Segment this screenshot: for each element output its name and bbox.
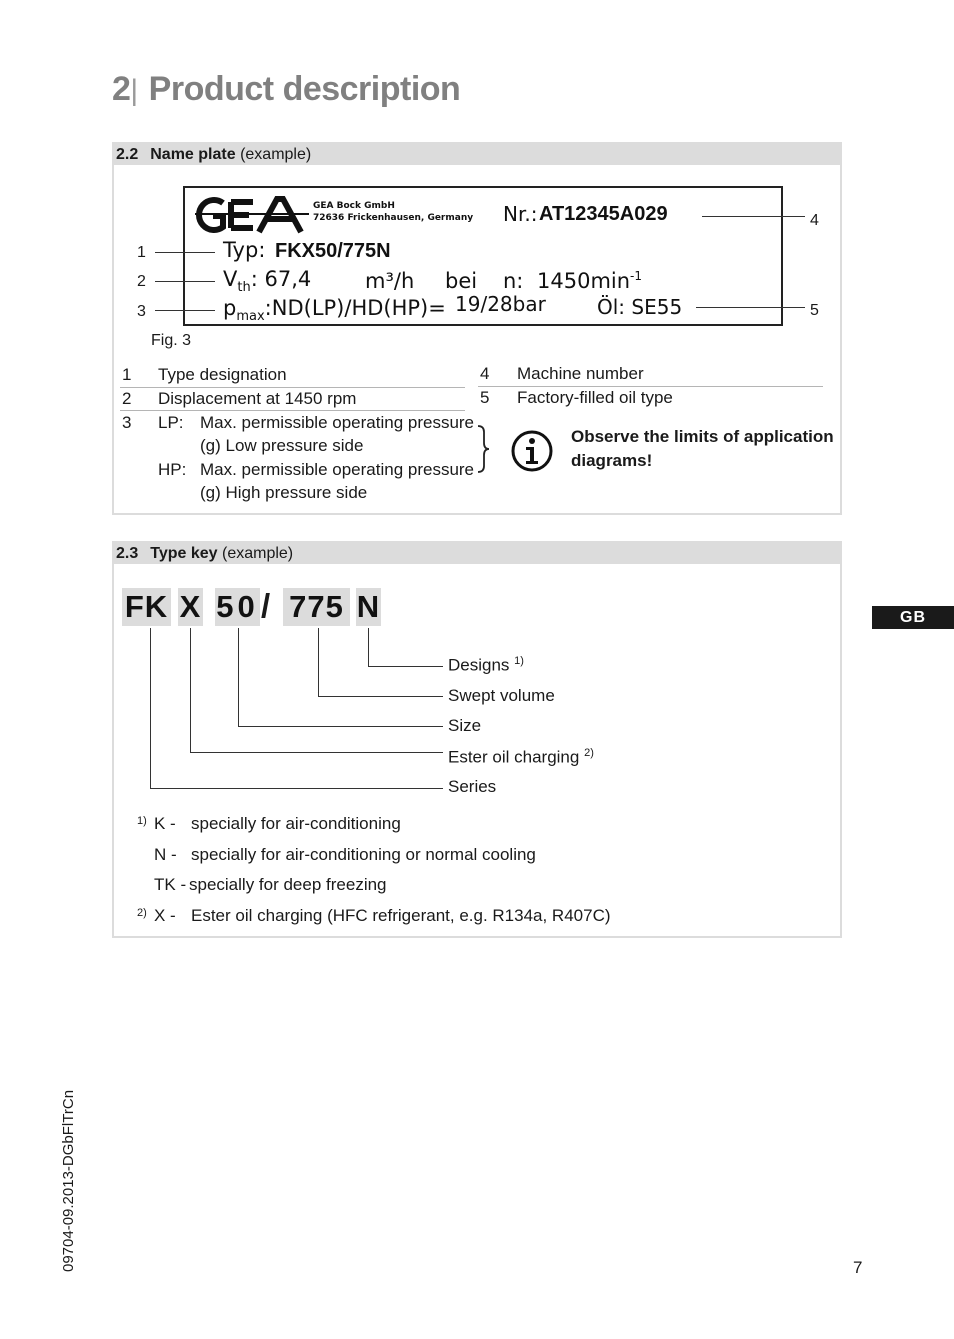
figure-caption: Fig. 3 [151, 332, 192, 349]
callout-1: 1 [137, 244, 146, 261]
legend-5-num: 5 [480, 388, 490, 407]
connector-swept [318, 628, 319, 696]
chapter-divider: | [130, 74, 138, 107]
connector-size [238, 628, 239, 726]
connector-designs [368, 628, 369, 666]
document-code: 09704-09.2013-DGbFlTrCn [60, 1089, 77, 1272]
connector-swept-h [318, 696, 443, 697]
chapter-heading [112, 70, 460, 109]
plate-vth [223, 267, 311, 295]
label-series: Series [448, 777, 497, 796]
connector-series-h [150, 788, 443, 789]
vth-value: : 67,4 [250, 267, 312, 291]
callout-4: 4 [810, 212, 819, 229]
connector-designs-h [368, 666, 443, 667]
section-suffix: (example) [217, 545, 294, 562]
plate-oil: Öl: SE55 [597, 295, 683, 319]
plate-pressure-value: 19/28bar [455, 292, 546, 316]
note-line-2: diagrams! [571, 451, 653, 470]
callout-2-line [155, 281, 215, 282]
callout-5: 5 [810, 302, 819, 319]
label-size: Size [448, 716, 482, 735]
footnote-text: specially for deep freezing [189, 875, 387, 894]
key-series: FK [122, 588, 171, 626]
plate-type-value: FKX50/775N [275, 240, 391, 262]
legend-3-hp-label: HP: [158, 460, 187, 479]
section-heading [114, 543, 840, 564]
gea-logo [193, 194, 313, 236]
footnote-text: specially for air-conditioning [191, 814, 401, 833]
footnote-code: N - [154, 845, 177, 864]
footnote-code: K - [154, 814, 176, 833]
legend-3-hp-line1: Max. permissible operating pressure [200, 460, 475, 479]
plate-company: GEA Bock GmbH [313, 201, 395, 211]
label-designs-text: Designs [448, 655, 510, 675]
label-ester [448, 747, 594, 768]
callout-3-line [155, 310, 215, 311]
legend-3-hp-line2: (g) High pressure side [200, 483, 368, 502]
footnote-mark: 2) [137, 907, 147, 919]
callout-5-line [696, 307, 805, 308]
plate-bei: bei [445, 269, 478, 293]
section-heading [114, 144, 840, 165]
page-number: 7 [853, 1258, 863, 1277]
label-ester-sup: 2) [584, 747, 594, 759]
callout-3: 3 [137, 303, 146, 320]
name-plate [183, 186, 783, 326]
plate-n-label: n: [503, 269, 524, 293]
footnote-text: Ester oil charging (HFC refrigerant, e.g. R134a, R407C) [191, 906, 611, 925]
legend-3-num: 3 [122, 413, 132, 432]
legend-4-num: 4 [480, 364, 490, 383]
key-ester: X [179, 589, 202, 624]
connector-size-h [238, 726, 443, 727]
label-designs [448, 655, 524, 676]
label-swept-volume: Swept volume [448, 686, 555, 705]
connector-ester-h [190, 752, 443, 753]
section-title: Type key [150, 545, 218, 562]
note-line-1: Observe the limits of application [571, 427, 834, 446]
plate-typ-label: Typ: [223, 238, 266, 262]
section-title: Name plate [150, 146, 236, 163]
key-swept-volume: 775 [283, 588, 350, 626]
callout-4-line [702, 216, 805, 217]
legend-2-num: 2 [122, 389, 132, 408]
label-designs-sup: 1) [514, 655, 524, 667]
plate-n-value [537, 269, 642, 293]
plate-pmax [223, 296, 446, 324]
legend-2-text: Displacement at 1450 rpm [158, 389, 357, 408]
plate-vth-unit: m³/h [365, 269, 415, 293]
footnote-text: specially for air-conditioning or normal cooling [191, 845, 536, 864]
connector-series [150, 628, 151, 788]
key-design: N [356, 589, 381, 624]
vth-symbol: V [223, 267, 238, 291]
section-number: 2.3 [116, 545, 139, 562]
vth-subscript: th [237, 280, 251, 296]
pmax-text: :ND(LP)/HD(HP)= [264, 296, 446, 320]
footnote-mark: 1) [137, 815, 147, 827]
n-exponent: -1 [630, 269, 643, 283]
plate-nr-label: Nr.: [503, 202, 538, 226]
language-tab[interactable]: GB [872, 606, 954, 629]
legend-5-text: Factory-filled oil type [517, 388, 673, 407]
chapter-number: 2 [112, 70, 131, 108]
chapter-title: Product description [148, 70, 461, 108]
pmax-subscript: max [236, 309, 265, 325]
plate-machine-number: AT12345A029 [539, 203, 668, 225]
legend-1-num: 1 [122, 365, 132, 384]
legend-3-lp-label: LP: [158, 413, 184, 432]
legend-divider [120, 410, 465, 411]
footnote-code: X - [154, 906, 176, 925]
callout-1-line [155, 252, 215, 253]
legend-1-text: Type designation [158, 365, 287, 384]
callout-2: 2 [137, 273, 146, 290]
legend-3-lp-line1: Max. permissible operating pressure [200, 413, 475, 432]
pmax-symbol: p [223, 296, 237, 320]
footnote-code: TK - [154, 875, 187, 894]
label-ester-text: Ester oil charging [448, 747, 580, 767]
section-number: 2.2 [116, 146, 139, 163]
brace-icon [474, 424, 490, 474]
info-icon [510, 429, 554, 473]
legend-3-lp-line2: (g) Low pressure side [200, 436, 364, 455]
n-value: 1450min [537, 269, 631, 293]
key-slash: / [261, 587, 271, 624]
plate-address: 72636 Frickenhausen, Germany [313, 213, 474, 223]
legend-4-text: Machine number [517, 364, 644, 383]
key-size: 50 [216, 589, 259, 624]
section-suffix: (example) [235, 146, 312, 163]
connector-ester [190, 628, 191, 752]
